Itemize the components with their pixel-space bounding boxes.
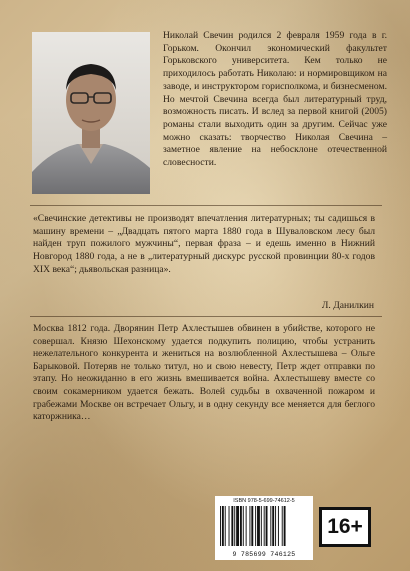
author-portrait-icon (32, 32, 150, 194)
quote-author: Л. Данилкин (321, 300, 374, 311)
author-photo (32, 32, 150, 194)
divider-bottom (30, 316, 382, 317)
barcode-digits: 9 785699 746125 (232, 551, 296, 558)
review-quote: «Свечинские детективы не производят впечатления литературных; ты садишься в машину времени – „Двадцать пятого марта 1880 года в Шуваловском лесу был найден труп пожилого мужчины“, первая фраза – и едешь именно в Нижний Новгород 1880 года, а не в „литературный дискурс русской провинции 80-х годов XIX века“; дьявольская разница». (33, 213, 375, 275)
divider-top (30, 205, 382, 206)
age-rating-badge: 16+ (319, 507, 371, 547)
book-annotation: Москва 1812 года. Дворянин Петр Ахлестышев обвинен в убийстве, которого не совершал. Князю Шехонскому удается подкупить полицию, чтобы устранить нежелательного конкурента и жениться на возлюбленной Ахлестышева – Ольге Барыковой. Потеряв не только титул, но и свою невесту, Петр ждет отправки по этапу. Но неожиданно в его жизнь вмешивается война. Ахлестышеву вместе со своим сокамерником удается бежать. Волей судьбы в охваченной пожаром и грабежами Москве он встречает Ольгу, и в одну секунду все меняется для беглого каторжника… (33, 323, 375, 423)
author-bio: Николай Свечин родился 2 февраля 1959 года в г. Горьком. Окончил экономический факультет Горьковского университета. Кем только не приходилось работать Николаю: и нормировщиком на заводе, и инструктором горисполкома, и бизнесменом. Но мечтой Свечина всегда был литературный труд, возможность писать. И вслед за первой книгой (2005) романы стали выходить один за другим. Сейчас уже можно сказать: творчество Николая Свечина – заметное явление на небосклоне отечественной словесности. (163, 30, 387, 169)
barcode-box (215, 496, 313, 560)
isbn-text: ISBN 978-5-699-74612-5 (233, 498, 295, 504)
barcode-icon (220, 506, 308, 546)
